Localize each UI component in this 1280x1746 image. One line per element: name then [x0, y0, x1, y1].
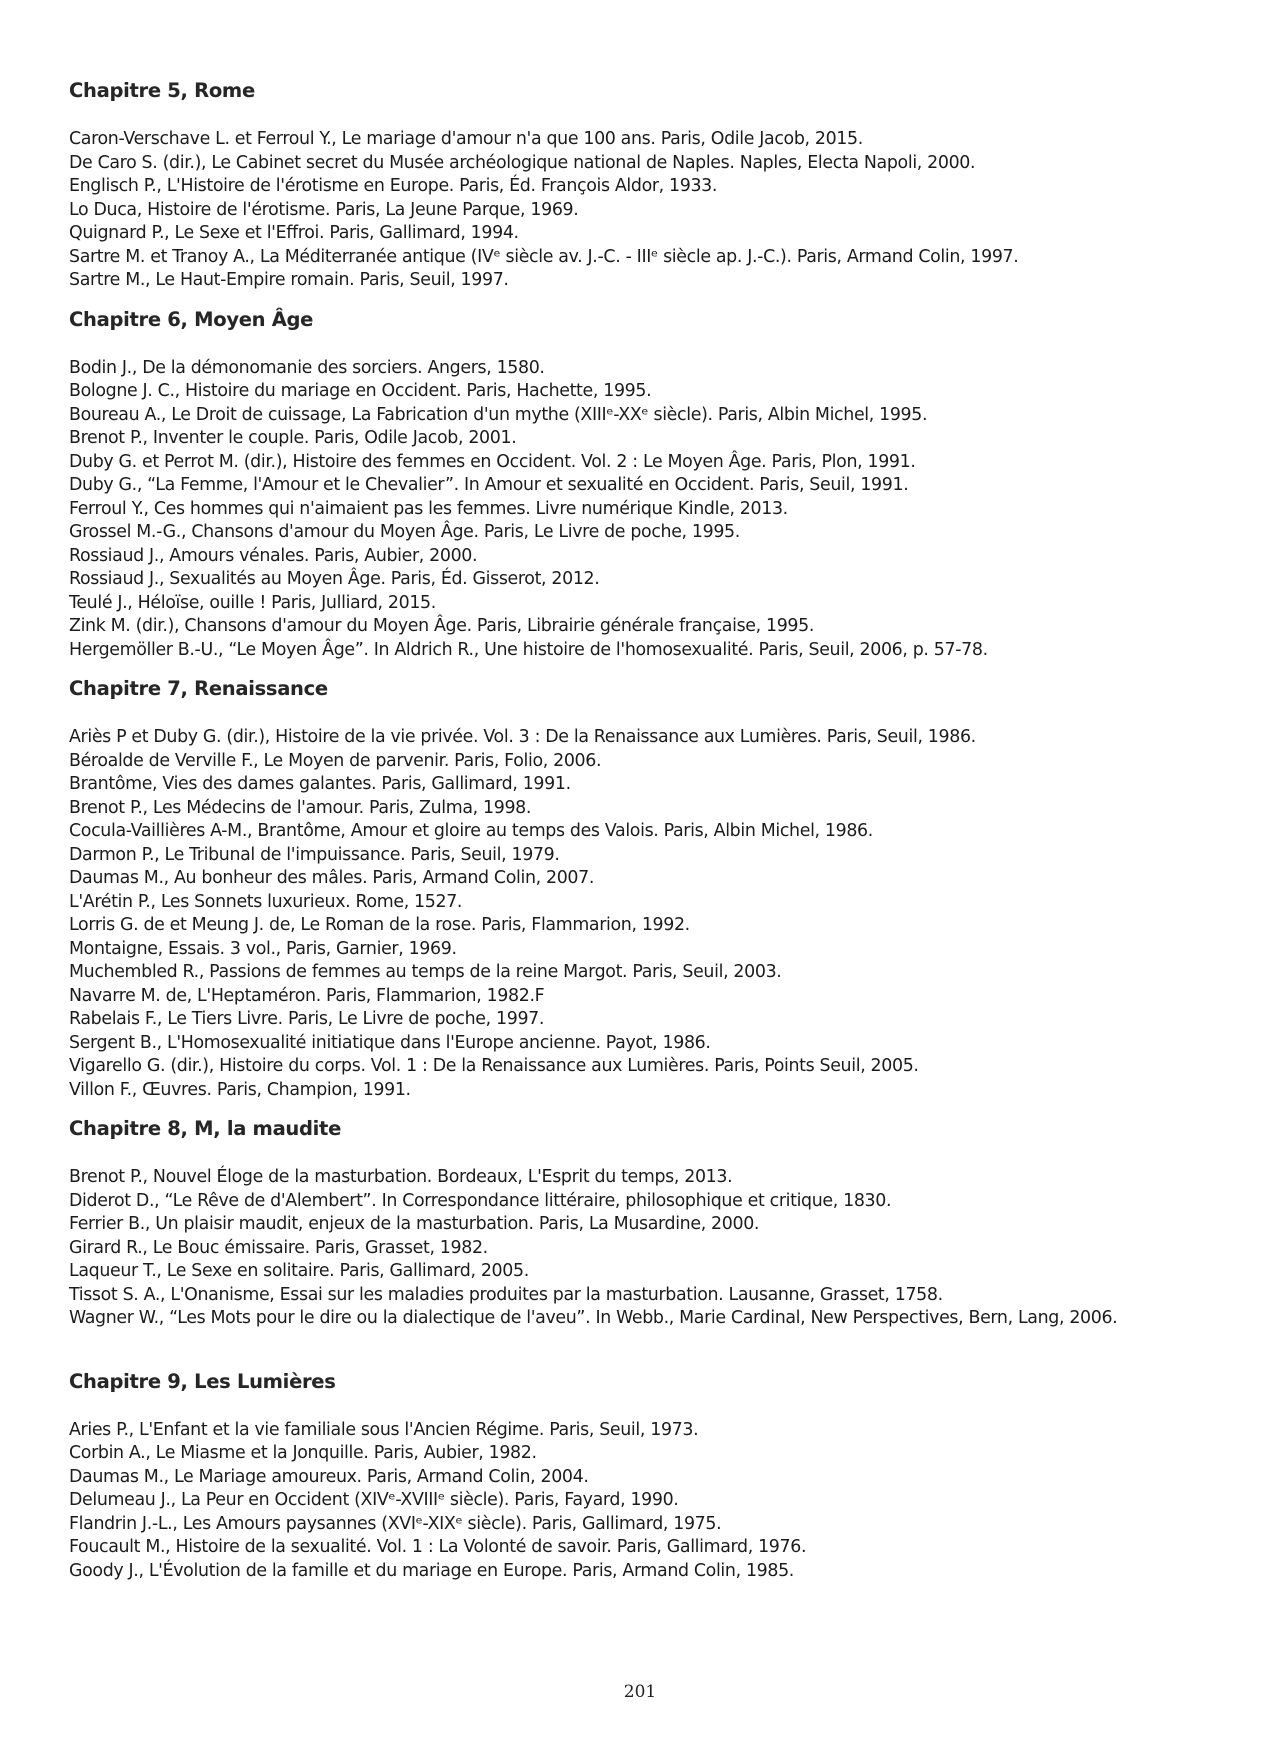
reference-entry: Flandrin J.-L., Les Amours paysannes (XVIᵉ-XIXᵉ siècle). Paris, Gallimard, 1975. [69, 1513, 722, 1534]
bibliography-page [69, 78, 1229, 1583]
chapter-9-section [69, 1369, 1229, 1584]
reference-list [69, 1419, 1229, 1584]
reference-list [69, 1166, 1229, 1331]
reference-entry: Bologne J. C., Histoire du mariage en Occident. Paris, Hachette, 1995. [69, 381, 652, 401]
chapter-title: Chapitre 7, Renaissance [69, 677, 328, 700]
reference-entry: Brenot P., Les Médecins de l'amour. Paris, Zulma, 1998. [69, 797, 532, 818]
reference-entry: Sartre M., Le Haut-Empire romain. Paris, Seuil, 1997. [69, 270, 509, 290]
reference-entry: Rossiaud J., Sexualités au Moyen Âge. Paris, Éd. Gisserot, 2012. [69, 569, 600, 589]
reference-entry: Daumas M., Au bonheur des mâles. Paris, Armand Colin, 2007. [69, 868, 595, 888]
reference-entry: Delumeau J., La Peur en Occident (XIVᵉ-XVIIIᵉ siècle). Paris, Fayard, 1990. [69, 1490, 679, 1510]
reference-entry: Teulé J., Héloïse, ouille ! Paris, Julliard, 2015. [69, 592, 436, 613]
reference-entry: Sartre M. et Tranoy A., La Méditerranée antique (IVᵉ siècle av. J.-C. - IIIᵉ siècle ap. J.-C.). Paris, Armand Colin, 1997. [69, 246, 1019, 267]
reference-entry: Duby G. et Perrot M. (dir.), Histoire des femmes en Occident. Vol. 2 : Le Moyen Âge. Paris, Plon, 1991. [69, 451, 916, 472]
chapter-title: Chapitre 6, Moyen Âge [69, 307, 314, 331]
reference-entry: Grossel M.-G., Chansons d'amour du Moyen Âge. Paris, Le Livre de poche, 1995. [69, 522, 740, 542]
reference-entry: Quignard P., Le Sexe et l'Effroi. Paris, Gallimard, 1994. [69, 223, 519, 243]
reference-entry: Aries P., L'Enfant et la vie familiale sous l'Ancien Régime. Paris, Seuil, 1973. [69, 1419, 699, 1440]
reference-entry: Villon F., Œuvres. Paris, Champion, 1991. [69, 1079, 411, 1100]
reference-entry: Lo Duca, Histoire de l'érotisme. Paris, La Jeune Parque, 1969. [69, 199, 579, 220]
page-number: 201 [623, 1682, 657, 1702]
reference-entry: Bodin J., De la démonomanie des sorciers. Angers, 1580. [69, 357, 545, 378]
reference-list [69, 128, 1229, 293]
chapter-8-section [69, 1116, 1229, 1331]
reference-entry: Foucault M., Histoire de la sexualité. Vol. 1 : La Volonté de savoir. Paris, Gallimard, 1976. [69, 1537, 807, 1557]
reference-entry: Brantôme, Vies des dames galantes. Paris, Gallimard, 1991. [69, 774, 571, 794]
reference-entry: Caron-Verschave L. et Ferroul Y., Le mariage d'amour n'a que 100 ans. Paris, Odile Jacob, 2015. [69, 129, 863, 149]
reference-entry: Ferrier B., Un plaisir maudit, enjeux de la masturbation. Paris, La Musardine, 2000. [69, 1214, 760, 1234]
reference-entry: L'Arétin P., Les Sonnets luxurieux. Rome, 1527. [69, 891, 463, 912]
chapter-6-section [69, 307, 1229, 663]
reference-entry: Brenot P., Inventer le couple. Paris, Odile Jacob, 2001. [69, 428, 517, 448]
reference-entry: Ferroul Y., Ces hommes qui n'aimaient pas les femmes. Livre numérique Kindle, 2013. [69, 498, 788, 519]
reference-entry: Cocula-Vaillières A-M., Brantôme, Amour et gloire au temps des Valois. Paris, Albin Michel, 1986. [69, 821, 873, 841]
reference-entry: Laqueur T., Le Sexe en solitaire. Paris, Gallimard, 2005. [69, 1261, 529, 1281]
reference-entry: Sergent B., L'Homosexualité initiatique dans l'Europe ancienne. Payot, 1986. [69, 1032, 711, 1053]
chapter-title: Chapitre 9, Les Lumières [69, 1369, 336, 1393]
reference-entry: Englisch P., L'Histoire de l'érotisme en Europe. Paris, Éd. François Aldor, 1933. [69, 176, 718, 196]
reference-entry: Girard R., Le Bouc émissaire. Paris, Grasset, 1982. [69, 1237, 488, 1258]
reference-entry: Boureau A., Le Droit de cuissage, La Fabrication d'un mythe (XIIIᵉ-XXᵉ siècle). Paris, Albin Michel, 1995. [69, 404, 928, 425]
reference-entry: Muchembled R., Passions de femmes au temps de la reine Margot. Paris, Seuil, 2003. [69, 962, 782, 982]
reference-entry: Vigarello G. (dir.), Histoire du corps. Vol. 1 : De la Renaissance aux Lumières. Paris, Points Seuil, 2005. [69, 1056, 919, 1076]
reference-entry: Diderot D., “Le Rêve de d'Alembert”. In Correspondance littéraire, philosophique et critique, 1830. [69, 1190, 892, 1211]
reference-entry: Montaigne, Essais. 3 vol., Paris, Garnier, 1969. [69, 938, 457, 959]
reference-entry: Ariès P et Duby G. (dir.), Histoire de la vie privée. Vol. 3 : De la Renaissance aux Lumières. Paris, Seuil, 1986. [69, 727, 976, 747]
reference-list [69, 357, 1229, 663]
reference-entry: Darmon P., Le Tribunal de l'impuissance. Paris, Seuil, 1979. [69, 844, 560, 865]
chapter-title: Chapitre 5, Rome [69, 79, 255, 102]
reference-entry: Daumas M., Le Mariage amoureux. Paris, Armand Colin, 2004. [69, 1466, 589, 1487]
reference-entry: Béroalde de Verville F., Le Moyen de parvenir. Paris, Folio, 2006. [69, 750, 602, 771]
reference-entry: Tissot S. A., L'Onanisme, Essai sur les maladies produites par la masturbation. Lausanne, Grasset, 1758. [69, 1284, 943, 1305]
chapter-7-section [69, 676, 1229, 1102]
reference-entry: Goody J., L'Évolution de la famille et du mariage en Europe. Paris, Armand Colin, 1985. [69, 1560, 794, 1581]
reference-list [69, 726, 1229, 1102]
reference-entry: Brenot P., Nouvel Éloge de la masturbation. Bordeaux, L'Esprit du temps, 2013. [69, 1167, 733, 1187]
reference-entry: Wagner W., “Les Mots pour le dire ou la dialectique de l'aveu”. In Webb., Marie Cardinal, New Perspectives, Bern, Lang, 2006. [69, 1308, 1118, 1328]
chapter-title: Chapitre 8, M, la maudite [69, 1117, 341, 1140]
reference-entry: Zink M. (dir.), Chansons d'amour du Moyen Âge. Paris, Librairie générale française, 1995. [69, 616, 815, 636]
reference-entry: Lorris G. de et Meung J. de, Le Roman de la rose. Paris, Flammarion, 1992. [69, 915, 690, 935]
reference-entry: Rossiaud J., Amours vénales. Paris, Aubier, 2000. [69, 545, 478, 566]
reference-entry: Hergemöller B.-U., “Le Moyen Âge”. In Aldrich R., Une histoire de l'homosexualité. Paris, Seuil, 2006, p. 57-78. [69, 639, 988, 660]
reference-entry: Rabelais F., Le Tiers Livre. Paris, Le Livre de poche, 1997. [69, 1009, 545, 1029]
reference-entry: Navarre M. de, L'Heptaméron. Paris, Flammarion, 1982.F [69, 985, 545, 1006]
chapter-5-section [69, 78, 1229, 293]
reference-entry: Corbin A., Le Miasme et la Jonquille. Paris, Aubier, 1982. [69, 1443, 537, 1463]
reference-entry: De Caro S. (dir.), Le Cabinet secret du Musée archéologique national de Naples. Naples, Electa Napoli, 2000. [69, 152, 976, 173]
reference-entry: Duby G., “La Femme, l'Amour et le Chevalier”. In Amour et sexualité en Occident. Paris, Seuil, 1991. [69, 475, 909, 495]
